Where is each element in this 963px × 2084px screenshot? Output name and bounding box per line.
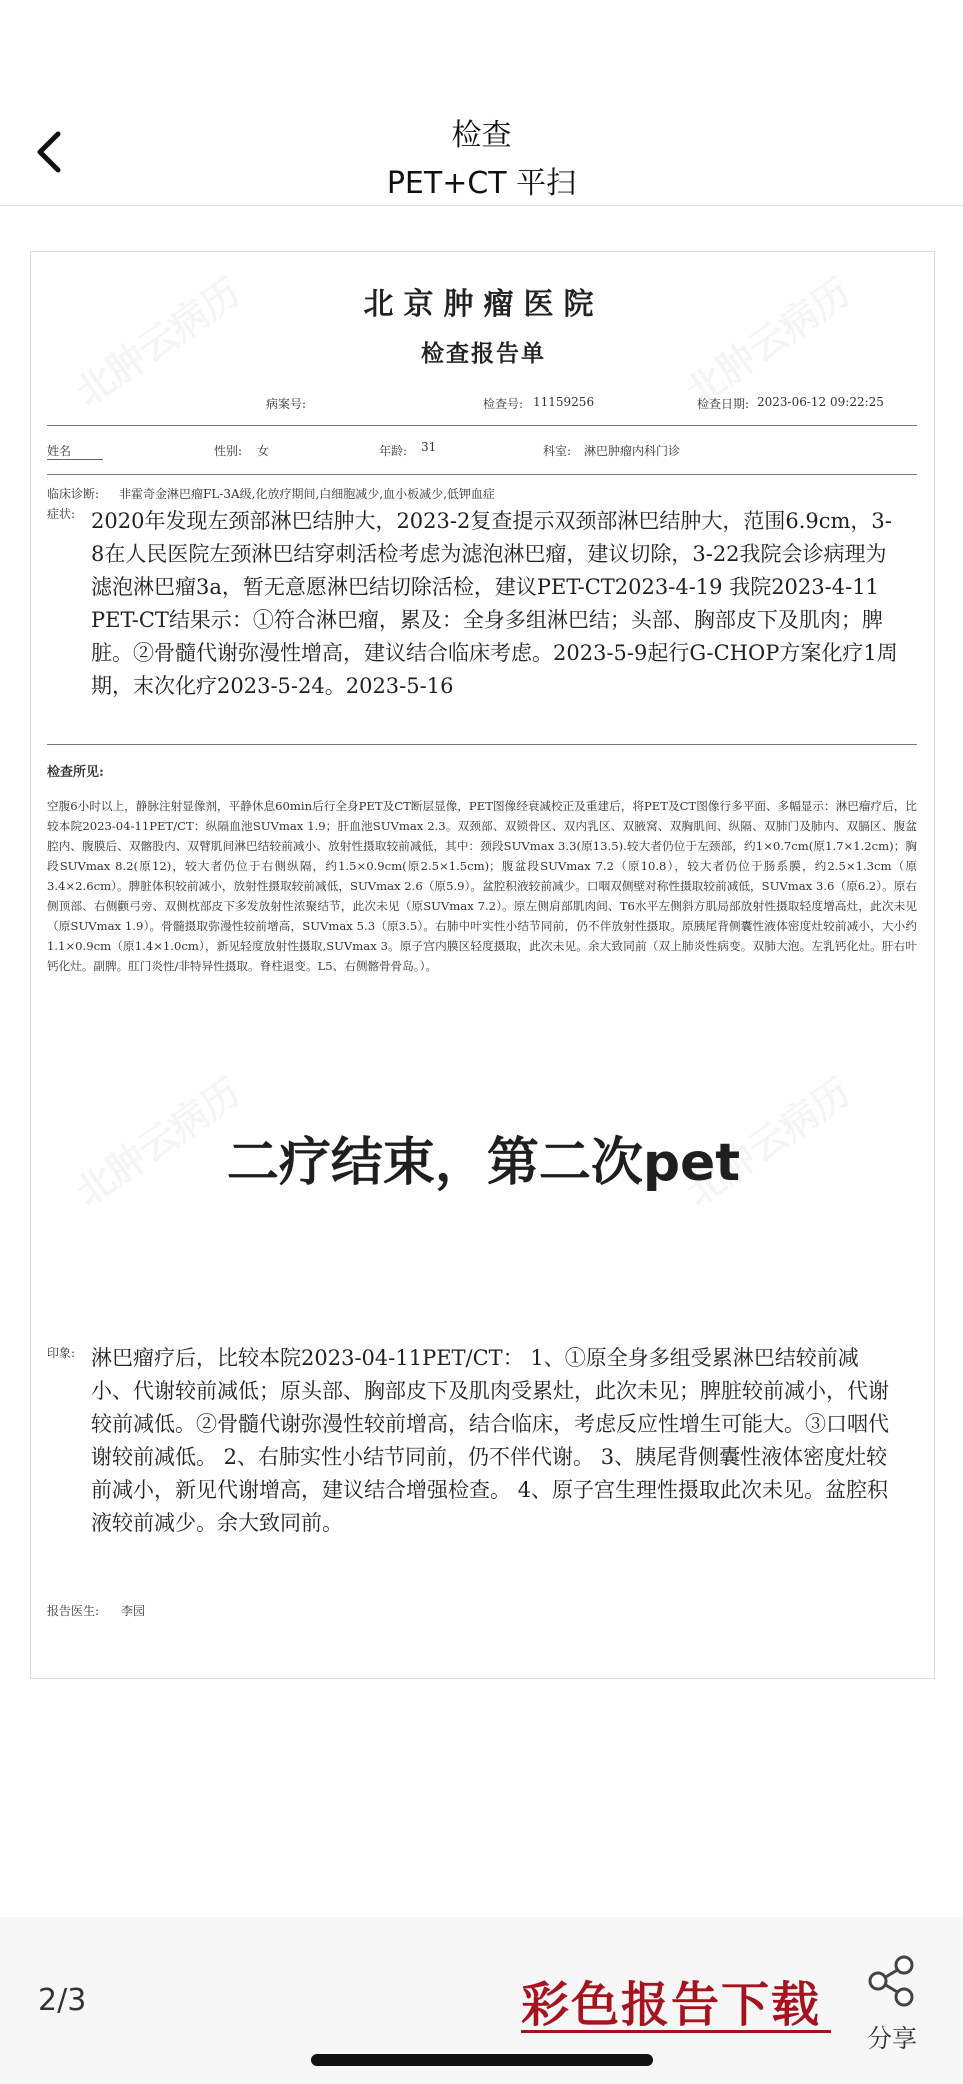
divider <box>47 474 917 475</box>
page-subtitle: PET+CT 平扫 <box>386 166 577 201</box>
age-value: 31 <box>421 440 437 454</box>
impression-text: 淋巴瘤疗后，比较本院2023-04-11PET/CT： 1、①原全身多组受累淋巴结较前减小、代谢较前减低；原头部、胸部皮下及肌肉受累灶，此次未见；脾脏较前减小，代谢较前减低。②骨髓代谢弥漫性较前增高，结合临床，考虑反应性增生可能大。③口咽代谢较前减低。 2、右肺实性小结节同前，仍不伴代谢。 3、胰尾背侧囊性液体密度灶较前减小，新见代谢增高，建议结合增强检查。 4、原子宫生理性摄取此次未见。盆腔积液较前减少。余大致同前。 <box>91 1346 889 1535</box>
color-report-download-button[interactable]: 彩色报告下载 <box>521 1977 822 2033</box>
share-button[interactable] <box>864 1951 920 2011</box>
doctor-name: 李园 <box>121 1604 146 1618</box>
patient-name-label: 姓名 <box>47 442 103 460</box>
exam-date: 2023-06-12 09:22:25 <box>757 395 884 409</box>
findings-title: 检查所见: <box>47 765 104 780</box>
divider <box>47 425 917 426</box>
annotation-overlay: 二疗结束，第二次pet <box>226 1133 741 1193</box>
findings-text: 空腹6小时以上，静脉注射显像剂，平静休息60min后行全身PET及CT断层显像，PET图像经衰减校正及重建后，将PET及CT图像行多平面、多幅显示：淋巴瘤疗后，比较本院2023-04-11PET/CT：纵隔血池SUVmax 1.9；肝血池SUVmax 2.3。双颈部、双锁骨区、双内乳区、双腋窝、双胸肌间、纵隔、双肺门及肺内、双膈区、腹盆腔内、腹膜后、双髂股内、双臂肌间淋巴结较前减小、放射性摄取较前减低，其中：颈段SUVmax 3.3(原13.5).较大者仍位于左颈部，约1×0.7cm(原1.7×1.2cm)；胸段SUVmax 8.2(原12)，较大者仍位于右侧纵隔，约1.5×0.9cm(原2.5×1.5cm)；腹盆段SUVmax 7.2（原10.8），较大者仍位于肠系膜，约2.5×1.3cm（原3.4×2.6cm）。脾脏体积较前减小，放射性摄取较前减低，SUVmax 2.6（原5.9）。盆腔积液较前减少。口咽双侧壁对称性摄取较前减低，SUVmax 3.6（原6.2）。原右侧顶部、右侧颧弓旁、双侧枕部皮下多发放射性浓聚结节，此次未见（原SUVmax 7.2）。原左侧肩部肌肉间、T6水平左侧斜方肌局部放射性摄取轻度增高灶，此次未见（原SUVmax 1.9）。骨髓摄取弥漫性较前增高，SUVmax 5.3（原3.5）。右肺中叶实性小结节同前，仍不伴放射性摄取。原胰尾背侧囊性液体密度灶较前减小，大小约1.1×0.9cm（原1.4×1.0cm），新见轻度放射性摄取,SUVmax 3。原子宫内膜区轻度摄取，此次未见。余大致同前（双上肺炎性病变。双肺大泡。左乳钙化灶。肝右叶钙化灶。副脾。肛门炎性/非特异性摄取。脊柱退变。L5、右侧髂骨骨岛。）。 <box>47 799 917 973</box>
top-nav-bar <box>0 0 963 206</box>
department-value: 淋巴肿瘤内科门诊 <box>584 444 681 458</box>
download-underline <box>521 2030 831 2033</box>
diagnosis-label: 临床诊断: <box>47 487 100 501</box>
symptoms-label: 症状: <box>47 507 76 521</box>
share-label[interactable]: 分享 <box>866 2024 917 2053</box>
share-icon <box>864 1951 920 2011</box>
gender-value: 女 <box>257 444 270 458</box>
report-type-title: 检查报告单 <box>421 340 546 367</box>
doctor-label: 报告医生: <box>47 1604 100 1618</box>
divider <box>47 744 917 745</box>
diagnosis-text: 非霍奇金淋巴瘤FL-3A级,化放疗期间,白细胞减少,血小板减少,低钾血症 <box>119 487 495 501</box>
age-label: 年龄: <box>379 444 408 458</box>
department-label: 科室: <box>543 444 572 458</box>
exam-number: 11159256 <box>533 395 595 409</box>
report-document <box>30 251 935 1679</box>
page-indicator: 2/3 <box>38 1983 87 2018</box>
gender-label: 性别: <box>214 444 243 458</box>
page-title: 检查 <box>451 118 512 153</box>
symptoms-text: 2020年发现左颈部淋巴结肿大，2023-2复查提示双颈部淋巴结肿大，范围6.9cm，3-8在人民医院左颈淋巴结穿刺活检考虑为滤泡淋巴瘤，建议切除，3-22我院会诊病理为滤泡淋巴瘤3a，暂无意愿淋巴结切除活检，建议PET-CT2023-4-19 我院2023-4-11 PET-CT结果示：①符合淋巴瘤，累及：全身多组淋巴结；头部、胸部皮下及肌肉；脾脏。②骨髓代谢弥漫性增高，建议结合临床考虑。2023-5-9起行G-CHOP方案化疗1周期，末次化疗2023-5-24。2023-5-16 <box>91 509 898 698</box>
exam-date-label: 检查日期: <box>697 397 750 411</box>
record-number-label: 病案号: <box>266 397 307 411</box>
home-indicator <box>311 2054 653 2066</box>
impression-label: 印象: <box>47 1346 76 1360</box>
exam-number-label: 检查号: <box>483 397 524 411</box>
hospital-name: 北京肿瘤医院 <box>363 287 604 322</box>
